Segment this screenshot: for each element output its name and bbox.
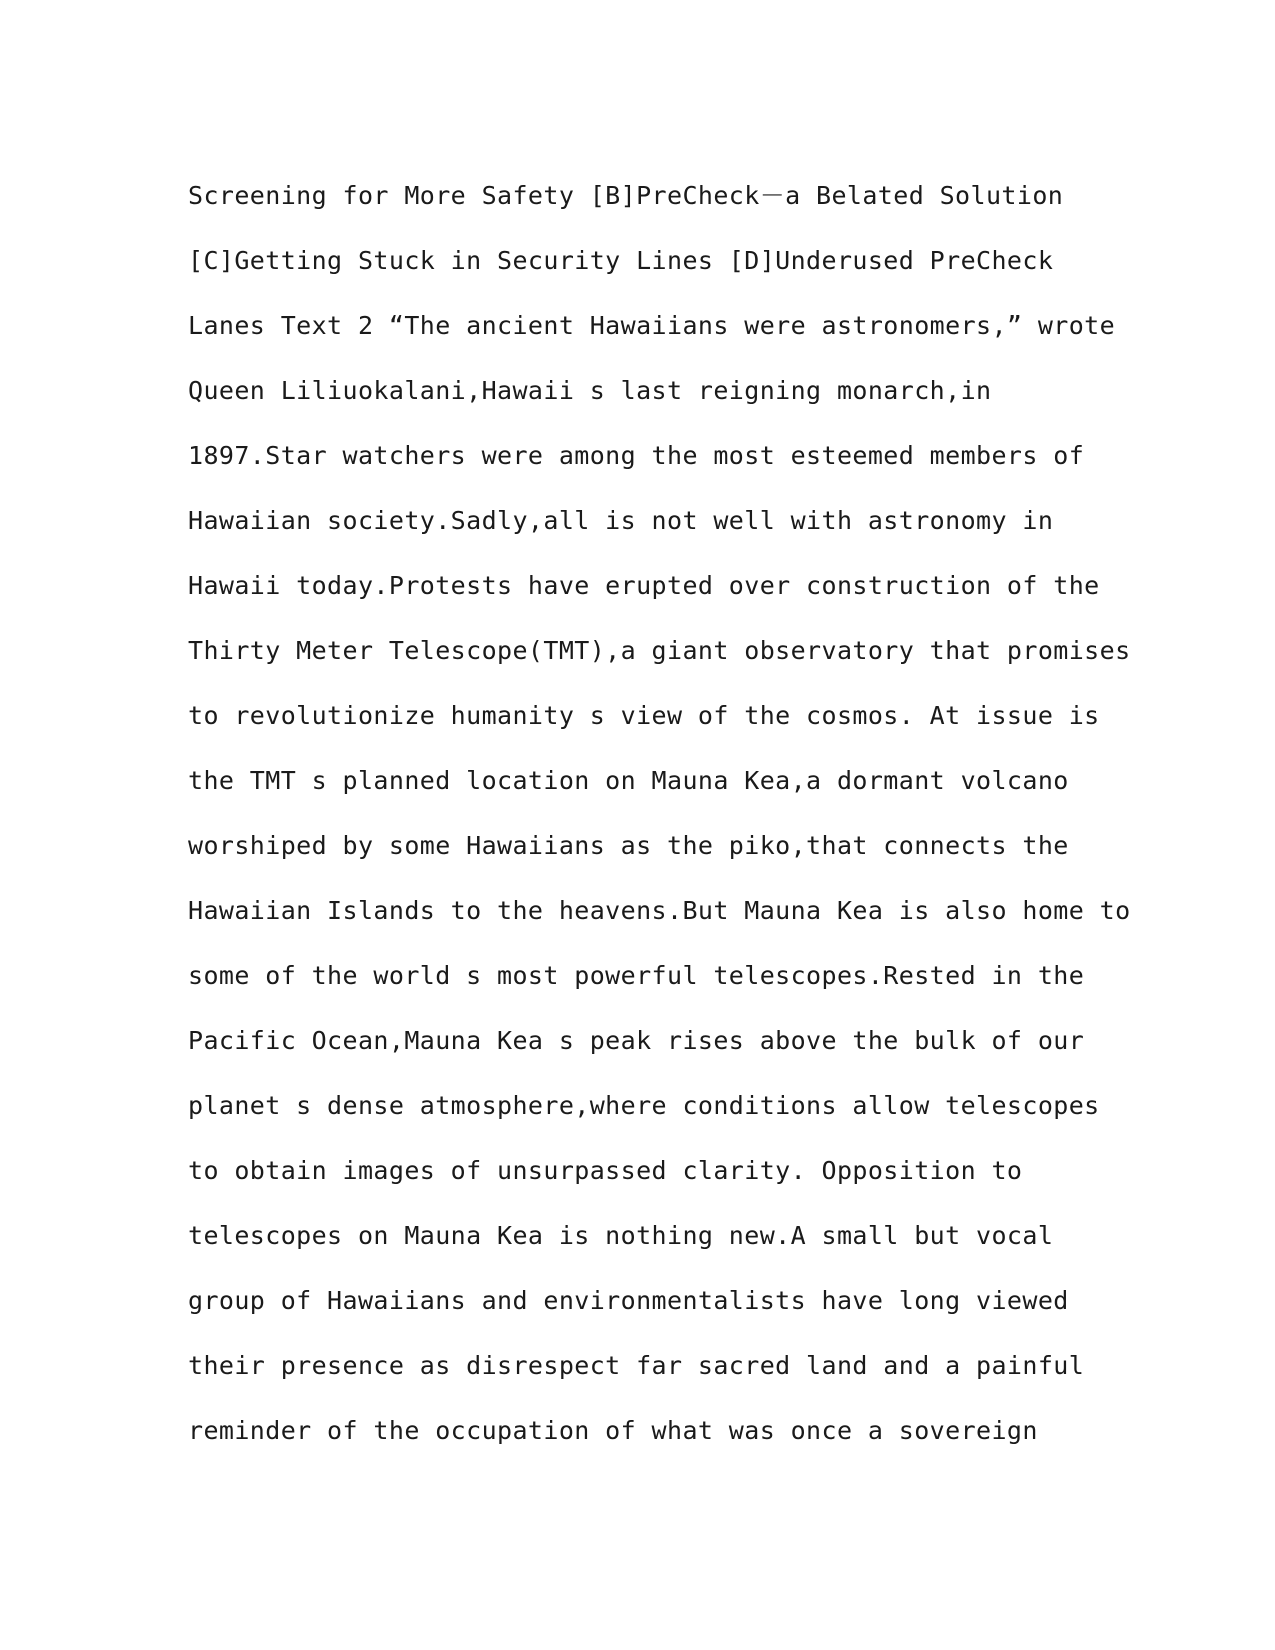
text-line: Pacific Ocean,Mauna Kea s peak rises above the bulk of our	[188, 1026, 1085, 1055]
text-line: telescopes on Mauna Kea is nothing new.A small but vocal	[188, 1221, 1054, 1250]
text-line: worshiped by some Hawaiians as the piko,that connects the	[188, 831, 1069, 860]
text-line: Hawaii today.Protests have erupted over construction of the	[188, 571, 1100, 600]
text-line: Lanes Text 2 “The ancient Hawaiians were astronomers,” wrote	[188, 311, 1116, 340]
text-line: group of Hawaiians and environmentalists have long viewed	[188, 1286, 1069, 1315]
text-line: planet s dense atmosphere,where conditions allow telescopes	[188, 1091, 1100, 1120]
text-line: to obtain images of unsurpassed clarity. Opposition to	[188, 1156, 1023, 1185]
text-line: Hawaiian Islands to the heavens.But Mauna Kea is also home to	[188, 896, 1131, 925]
text-line: Queen Liliuokalani,Hawaii s last reigning monarch,in	[188, 376, 992, 405]
text-line: their presence as disrespect far sacred land and a painful	[188, 1351, 1085, 1380]
text-line: Thirty Meter Telescope(TMT),a giant observatory that promises	[188, 636, 1131, 665]
text-line: Hawaiian society.Sadly,all is not well with astronomy in	[188, 506, 1054, 535]
text-line: reminder of the occupation of what was once a sovereign	[188, 1416, 1038, 1445]
text-line: [C]Getting Stuck in Security Lines [D]Underused PreCheck	[188, 246, 1054, 275]
text-line: to revolutionize humanity s view of the cosmos. At issue is	[188, 701, 1100, 730]
body-text	[188, 163, 1131, 1463]
text-line: some of the world s most powerful telescopes.Rested in the	[188, 961, 1085, 990]
text-line: the TMT s planned location on Mauna Kea,a dormant volcano	[188, 766, 1069, 795]
text-line: 1897.Star watchers were among the most esteemed members of	[188, 441, 1085, 470]
text-line: Screening for More Safety [B]PreCheck－a Belated Solution	[188, 181, 1064, 210]
